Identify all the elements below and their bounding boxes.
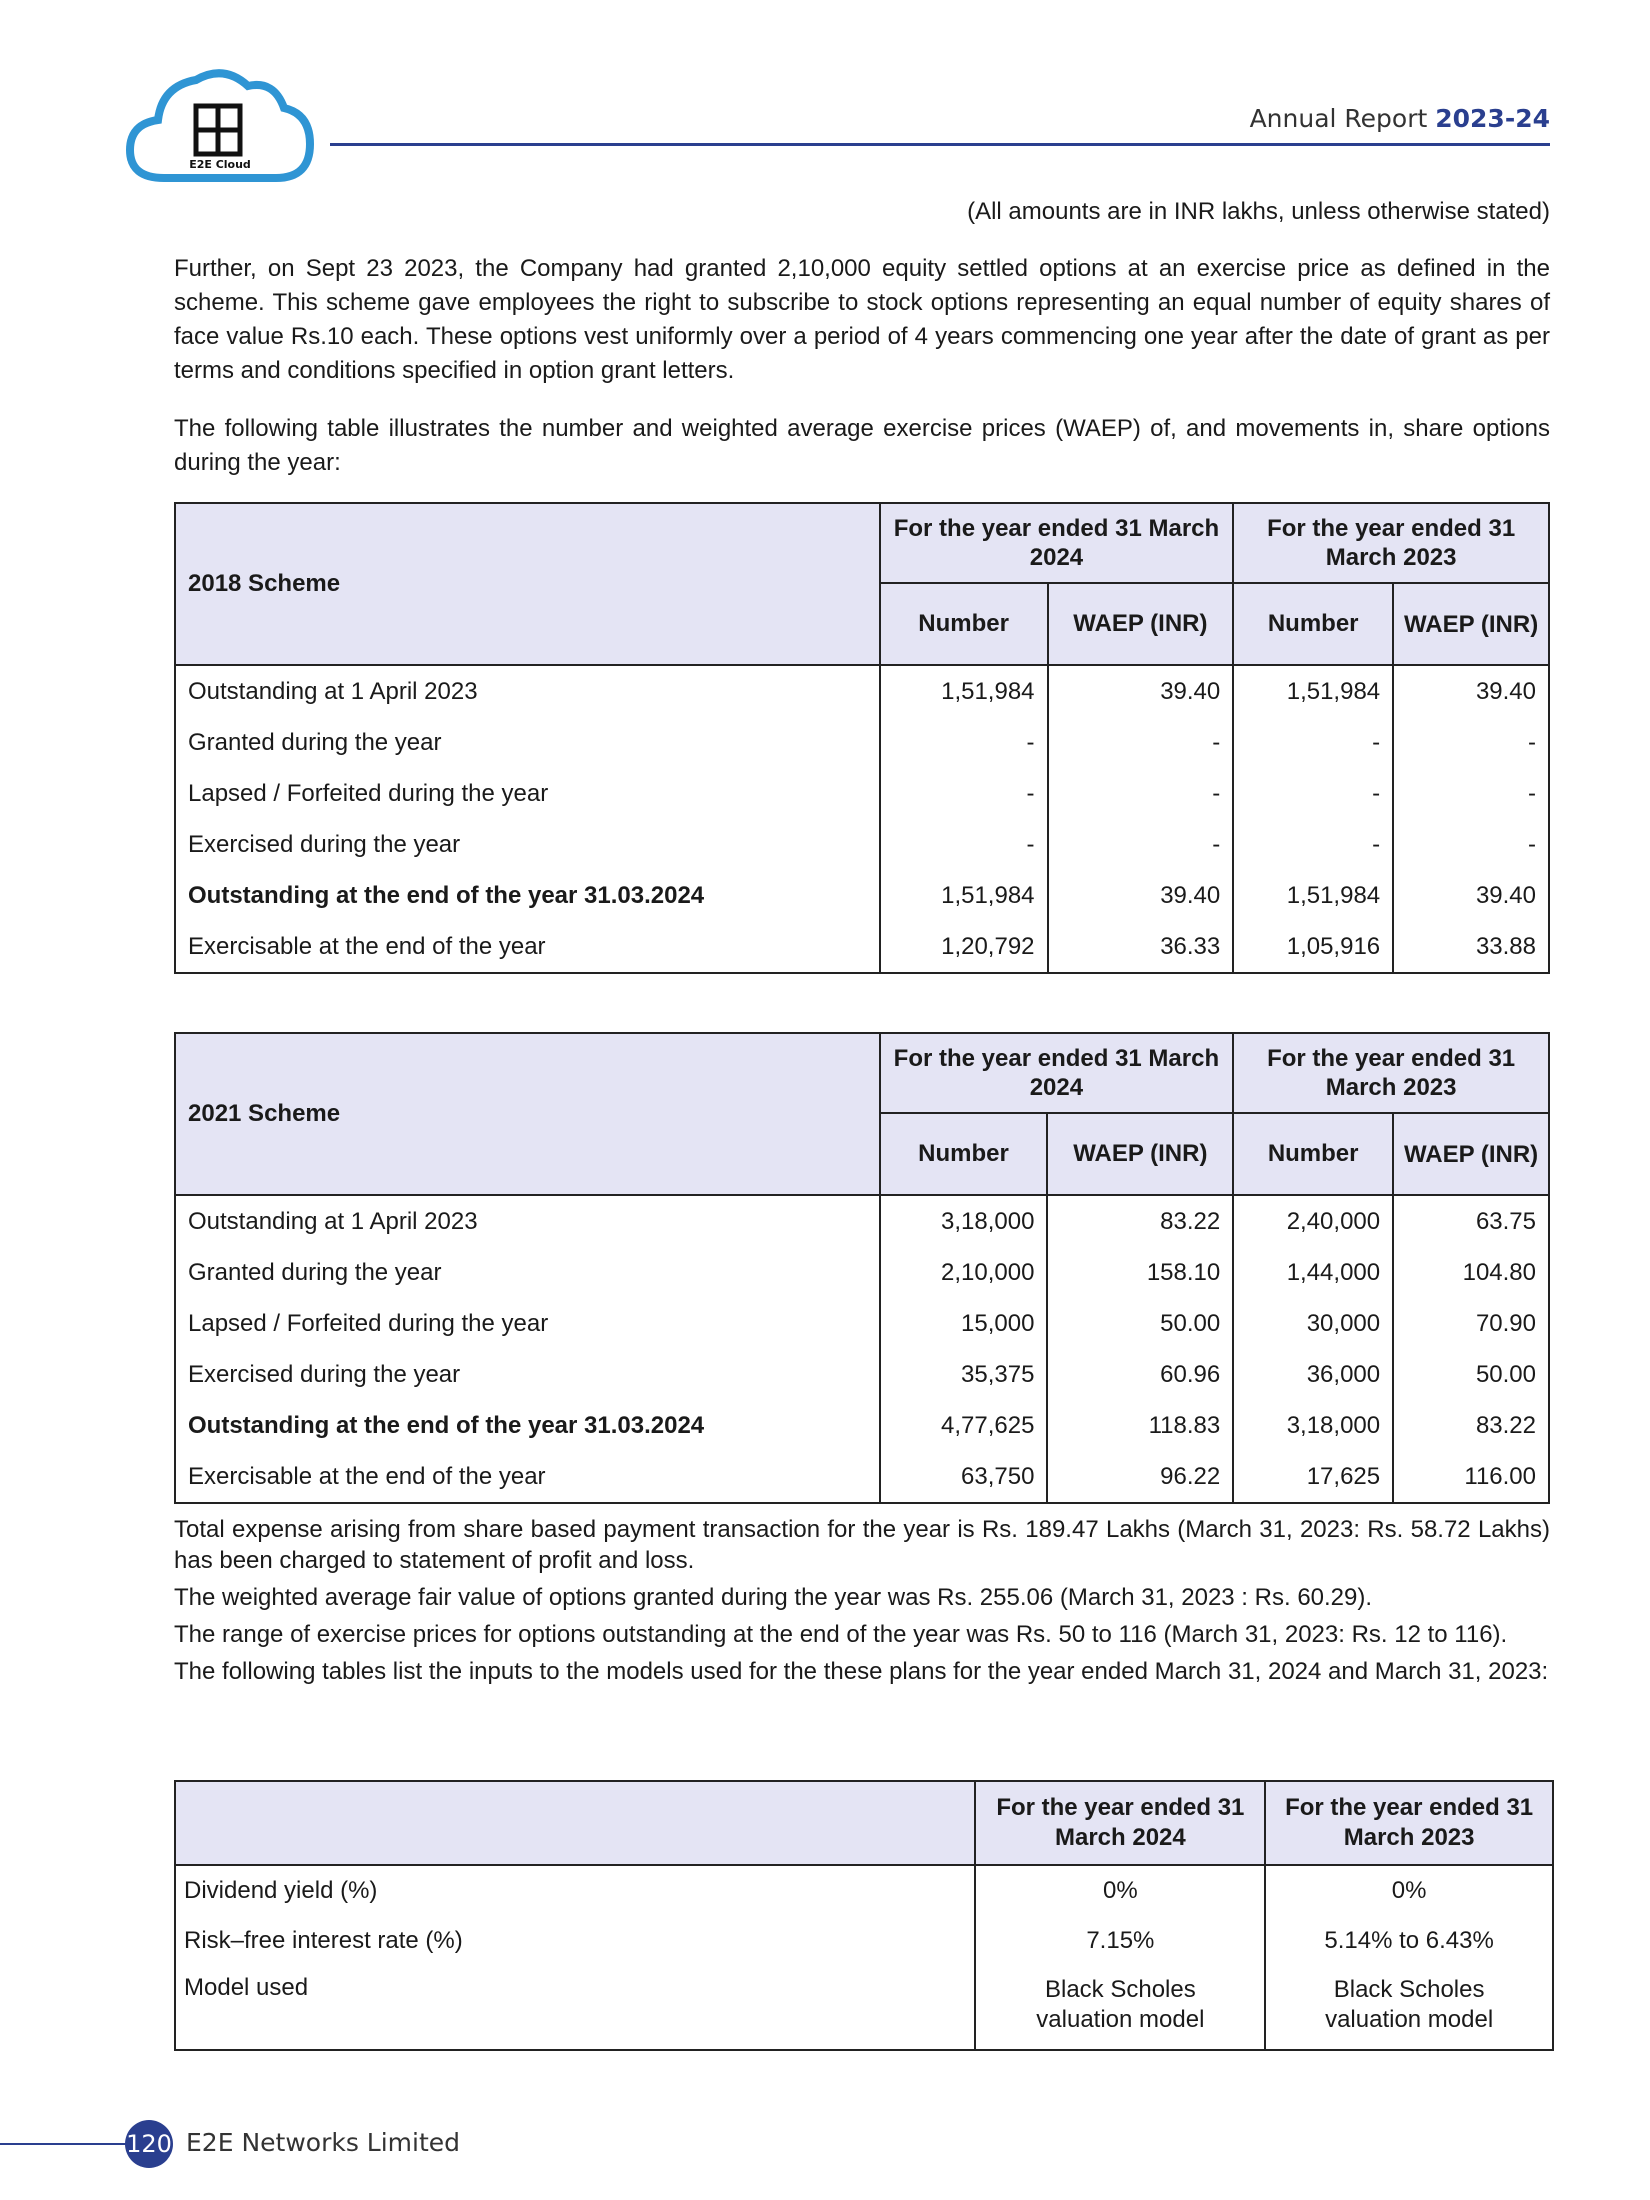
table-row (175, 1400, 1549, 1451)
row-label: Exercisable at the end of the year (175, 921, 880, 973)
cell-number: 1,51,984 (880, 665, 1048, 717)
cell-waep: - (1393, 819, 1549, 870)
table-row (175, 1247, 1549, 1298)
cell-waep: 39.40 (1393, 665, 1549, 717)
row-label: Granted during the year (175, 1247, 880, 1298)
period-2023-header: For the year ended 31 March 2023 (1233, 1033, 1549, 1113)
cell-waep: - (1048, 819, 1234, 870)
cell-number: 1,51,984 (880, 870, 1048, 921)
report-year: 2023-24 (1435, 104, 1550, 133)
row-label: Outstanding at 1 April 2023 (175, 1195, 880, 1247)
cell-waep: - (1393, 717, 1549, 768)
cell-waep: 50.00 (1393, 1349, 1549, 1400)
row-label: Risk–free interest rate (%) (175, 1916, 975, 1966)
table-intro-paragraph: The following table illustrates the number and weighted average exercise prices (WAEP) of, and movements in, share options during the year: (174, 415, 1550, 476)
row-label: Exercised during the year (175, 819, 880, 870)
col-waep: WAEP (INR) (1393, 583, 1549, 665)
table-row (175, 1966, 1553, 2050)
cell-number: 36,000 (1233, 1349, 1393, 1400)
table-row (175, 1451, 1549, 1503)
row-label: Outstanding at 1 April 2023 (175, 665, 880, 717)
period-2023-header: For the year ended 31 March 2023 (1233, 503, 1549, 583)
table-row (175, 1916, 1553, 1966)
cell-waep: 116.00 (1393, 1451, 1549, 1503)
cell-waep: 39.40 (1048, 665, 1234, 717)
period-2024-header: For the year ended 31 March 2024 (880, 503, 1234, 583)
row-label: Exercisable at the end of the year (175, 1451, 880, 1503)
cell-number: 15,000 (880, 1298, 1048, 1349)
cell-waep: - (1393, 768, 1549, 819)
table-row (175, 870, 1549, 921)
exercise-range-paragraph: The range of exercise prices for options outstanding at the end of the year was Rs. 50 to 116 (March 31, 2023: Rs. 12 to 116). (174, 1621, 1508, 1648)
col-waep: WAEP (INR) (1048, 583, 1234, 665)
cell-number: 3,18,000 (880, 1195, 1048, 1247)
cell-number: 1,05,916 (1233, 921, 1393, 973)
cell-waep: - (1048, 717, 1234, 768)
cell-waep: 118.83 (1047, 1400, 1233, 1451)
cell-waep: 83.22 (1047, 1195, 1233, 1247)
cell-number: 63,750 (880, 1451, 1048, 1503)
cell-waep: 60.96 (1047, 1349, 1233, 1400)
empty-header (175, 1781, 975, 1865)
col-number: Number (880, 1113, 1048, 1195)
cell-waep: 83.22 (1393, 1400, 1549, 1451)
cell-waep: 33.88 (1393, 921, 1549, 973)
cell-waep: 158.10 (1047, 1247, 1233, 1298)
table-row (175, 1865, 1553, 1916)
cell-number: 2,10,000 (880, 1247, 1048, 1298)
cell-waep: 36.33 (1048, 921, 1234, 973)
table-row (175, 665, 1549, 717)
model-inputs-paragraph: The following tables list the inputs to the models used for the these plans for the year ended March 31, 2024 and March 31, 2023: (174, 1658, 1549, 1685)
cell-waep: 39.40 (1048, 870, 1234, 921)
cell-number: 1,51,984 (1233, 870, 1393, 921)
table-row (175, 819, 1549, 870)
company-logo (124, 58, 314, 188)
cell-number: 3,18,000 (1233, 1400, 1393, 1451)
cell-number: - (880, 768, 1048, 819)
cell-number: - (1233, 768, 1393, 819)
cell-waep: - (1048, 768, 1234, 819)
cell-number: 4,77,625 (880, 1400, 1048, 1451)
table-row (175, 1195, 1549, 1247)
table-row (175, 717, 1549, 768)
cell-waep: 50.00 (1047, 1298, 1233, 1349)
col-number: Number (1233, 583, 1393, 665)
report-label: Annual Report (1249, 104, 1428, 133)
cell-waep: 63.75 (1393, 1195, 1549, 1247)
period-2024-header: For the year ended 31 March 2024 (975, 1781, 1265, 1865)
row-label: Granted during the year (175, 717, 880, 768)
cell-value: Black Scholes valuation model (975, 1966, 1265, 2050)
cell-number: 1,20,792 (880, 921, 1048, 973)
logo-text: E2E Cloud (189, 158, 251, 171)
cell-value: 5.14% to 6.43% (1265, 1916, 1553, 1966)
cell-number: - (1233, 819, 1393, 870)
col-number: Number (880, 583, 1048, 665)
fair-value-paragraph: The weighted average fair value of options granted during the year was Rs. 255.06 (March 31, 2023 : Rs. 60.29). (174, 1584, 1373, 1611)
col-waep: WAEP (INR) (1393, 1113, 1549, 1195)
table-row (175, 768, 1549, 819)
cell-number: 1,44,000 (1233, 1247, 1393, 1298)
amounts-note: (All amounts are in INR lakhs, unless otherwise stated) (967, 198, 1550, 225)
report-title (1250, 104, 1550, 133)
cell-number: 30,000 (1233, 1298, 1393, 1349)
col-number: Number (1233, 1113, 1393, 1195)
row-label: Dividend yield (%) (175, 1865, 975, 1916)
cell-number: - (1233, 717, 1393, 768)
cell-value: 7.15% (975, 1916, 1265, 1966)
table-row (175, 1349, 1549, 1400)
period-2024-header: For the year ended 31 March 2024 (880, 1033, 1234, 1113)
cell-value: Black Scholes valuation model (1265, 1966, 1553, 2050)
grant-paragraph: Further, on Sept 23 2023, the Company had granted 2,10,000 equity settled options at an exercise price as defined in the scheme. This scheme gave employees the right to subscribe to stock options representing an equal number of equity shares of face value Rs.10 each. These options vest uniformly over a period of 4 years commencing one year after the date of grant as per terms and conditions specified in option grant letters. (174, 255, 1550, 384)
expense-paragraph: Total expense arising from share based payment transaction for the year is Rs. 189.47 Lakhs (March 31, 2023: Rs. 58.72 Lakhs) has been charged to statement of profit and loss. (174, 1516, 1550, 1574)
page-number: 120 (125, 2120, 173, 2168)
table-row (175, 1298, 1549, 1349)
scheme-2021-title: 2021 Scheme (175, 1033, 880, 1195)
cell-number: - (880, 717, 1048, 768)
row-label: Model used (175, 1966, 975, 2050)
cell-number: 17,625 (1233, 1451, 1393, 1503)
cell-value: 0% (975, 1865, 1265, 1916)
cell-waep: 96.22 (1047, 1451, 1233, 1503)
cell-number: - (880, 819, 1048, 870)
header-divider (330, 143, 1550, 146)
scheme-2018-table (174, 502, 1550, 974)
period-2023-header: For the year ended 31 March 2023 (1265, 1781, 1553, 1865)
footer-divider (0, 2143, 130, 2145)
footer-company-name: E2E Networks Limited (186, 2128, 461, 2157)
row-label: Outstanding at the end of the year 31.03.2024 (175, 870, 880, 921)
scheme-2021-table (174, 1032, 1550, 1504)
row-label: Exercised during the year (175, 1349, 880, 1400)
cell-waep: 70.90 (1393, 1298, 1549, 1349)
cell-waep: 104.80 (1393, 1247, 1549, 1298)
cell-number: 2,40,000 (1233, 1195, 1393, 1247)
row-label: Lapsed / Forfeited during the year (175, 1298, 880, 1349)
cell-waep: 39.40 (1393, 870, 1549, 921)
model-inputs-table (174, 1780, 1554, 2051)
row-label: Outstanding at the end of the year 31.03.2024 (175, 1400, 880, 1451)
row-label: Lapsed / Forfeited during the year (175, 768, 880, 819)
cell-number: 35,375 (880, 1349, 1048, 1400)
cell-value: 0% (1265, 1865, 1553, 1916)
cell-number: 1,51,984 (1233, 665, 1393, 717)
table-row (175, 921, 1549, 973)
scheme-2018-title: 2018 Scheme (175, 503, 880, 665)
col-waep: WAEP (INR) (1047, 1113, 1233, 1195)
